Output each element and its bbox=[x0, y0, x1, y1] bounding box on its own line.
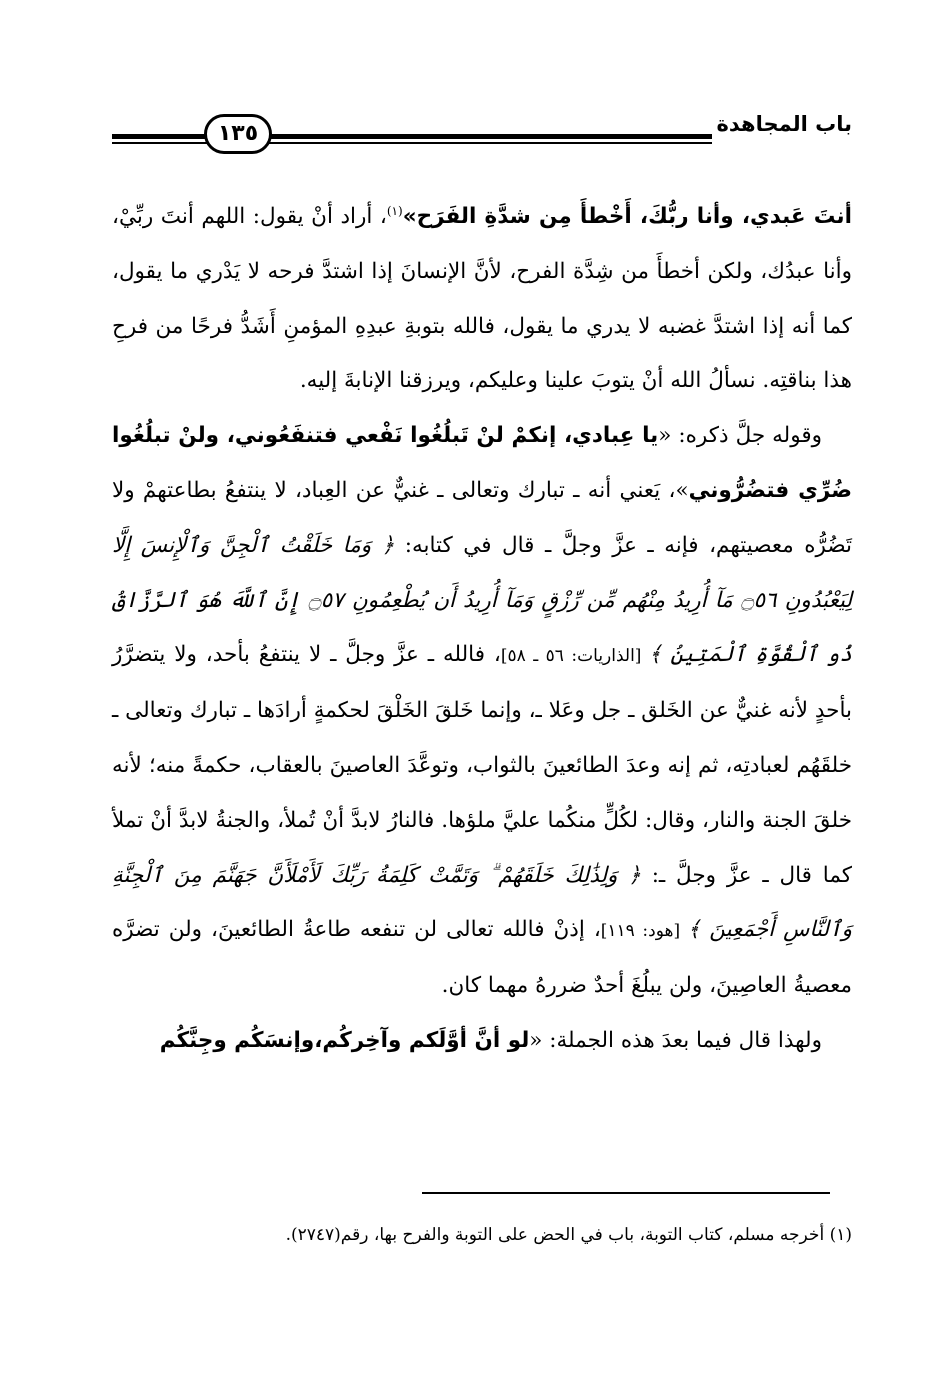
paragraph-1-text: ، أراد أنْ يقول: اللهم أنتَ ربِّيْ، وأنا عبدُك، ولكن أخطأَ من شِدَّة الفرح، لأنَّ الإنسانَ إذا اشتدَّ فرحه لا يَدْري ما يقول، كما أنه إذا اشتدَّ غضبه لا يدري ما يقول، فالله بتوبةِ عبدِهِ المؤمنِ أَشَدُّ فرحًا من فرحِ هذا بناقتِه. نسألُ الله أنْ يتوبَ علينا وعليكم، ويرزقنا الإنابةَ إليه. bbox=[112, 204, 852, 394]
paragraph-3 bbox=[112, 1014, 852, 1069]
chapter-title: باب المجاهدة bbox=[716, 112, 852, 136]
paragraph-2-intro: وقوله جلَّ ذكره: « bbox=[658, 423, 822, 449]
quran-verse: ﴿ وَمَا خَلَقْتُ ٱلْجِنَّ وَٱلْإِنسَ إِلَّا لِيَعْبُدُونِ ۝٥٦ مَآ أُرِيدُ مِنْهُم مِّن رِّزْقٍ وَمَآ أُرِيدُ أَن يُطْعِمُونِ ۝٥٧ إِنَّ ٱللَّهَ هُوَ ٱلرَّزَّاقُ ذُو ٱلْقُوَّةِ ٱلْمَتِينُ ﴾ bbox=[112, 532, 853, 668]
paragraph-3-intro: ولهذا قال فيما بعدَ هذه الجملة: « bbox=[529, 1027, 822, 1053]
header-rule-thick bbox=[112, 134, 712, 139]
page-header bbox=[112, 108, 852, 152]
header-rule bbox=[112, 134, 712, 144]
paragraph-2-text: »، يَعني أنه ـ تبارك وتعالى ـ غنيٌّ عن العِباد، لا ينتفعُ بطاعتهمْ ولا تَضُرُّه معصيتهم، فإنه ـ عزَّ وجلَّ ـ قال في كتابه: bbox=[112, 477, 852, 558]
quran-verse: ﴿ وَلِذَٰلِكَ خَلَقَهُمْ ۗ وَتَمَّتْ كَلِمَةُ رَبِّكَ لَأَمْلَأَنَّ جَهَنَّمَ مِنَ ٱلْجِنَّةِ وَٱلنَّاسِ أَجْمَعِينَ ﴾ bbox=[112, 862, 852, 943]
page-number-badge: ١٣٥ bbox=[204, 114, 272, 154]
hadith-quote: أنتَ عَبدي، وأنا ربُّكَ، أَخْطأَ مِن شدَّةِ الفَرَح» bbox=[402, 204, 852, 229]
paragraph-2 bbox=[112, 409, 852, 1014]
hadith-quote: يا عِبادي، إنكمْ لنْ تَبلُغُوا نَفْعي فتنفَعُوني، ولنْ تبلُغُوا ضُرِّي فتضُرُّوني bbox=[112, 423, 852, 503]
paragraph-2-text-cont: ، فالله ـ عزَّ وجلَّ ـ لا ينتفعُ بأحد، ولا يتضرَّرُ بأحدٍ لأنه غنيٌّ عن الخَلق ـ جل وعَلا ـ، وإنما خَلقَ الخَلْقَ لحكمةٍ أرادَها ـ تبارك وتعالى ـ خلقَهُم لعبادتِه، ثم إنه وعدَ الطائعينَ بالثواب، وتوعَّدَ العاصينَ بالعقاب، حكمةً منه؛ لأنه خلقَ الجنة والنار، وقال: لكُلٍّ منكُما عليَّ ملؤها. فالنارُ لابدَّ أنْ تُملأ، والجنةُ لابدَّ أنْ تملأ كما قال ـ عزَّ وجلَّ ـ: bbox=[112, 642, 852, 888]
paragraph-2-text-end: ، إذنْ فالله تعالى لن تنفعه طاعةُ الطائعينَ، ولن تضرَّه معصيةُ العاصِينَ، ولن يبلُغَ أحدٌ ضررهُ مهما كان. bbox=[112, 917, 852, 999]
paragraph-1 bbox=[112, 190, 852, 409]
footnote-marker: (١) bbox=[386, 203, 403, 218]
verse-reference: [الذاريات: ٥٦ ـ ٥٨] bbox=[500, 646, 649, 667]
footnote: (١) أخرجه مسلم، كتاب التوبة، باب في الحض على التوبة والفرح بها، رقم(٢٧٤٧). bbox=[285, 1225, 852, 1245]
main-text bbox=[112, 190, 852, 1069]
hadith-quote: لو أنَّ أوَّلَكم وآخِركُم،وإنسَكُم وجِنَّكُم bbox=[159, 1027, 530, 1053]
footnote-separator bbox=[422, 1192, 830, 1194]
header-rule-thin bbox=[112, 142, 712, 144]
verse-reference: [هود: ١١٩] bbox=[600, 921, 688, 942]
